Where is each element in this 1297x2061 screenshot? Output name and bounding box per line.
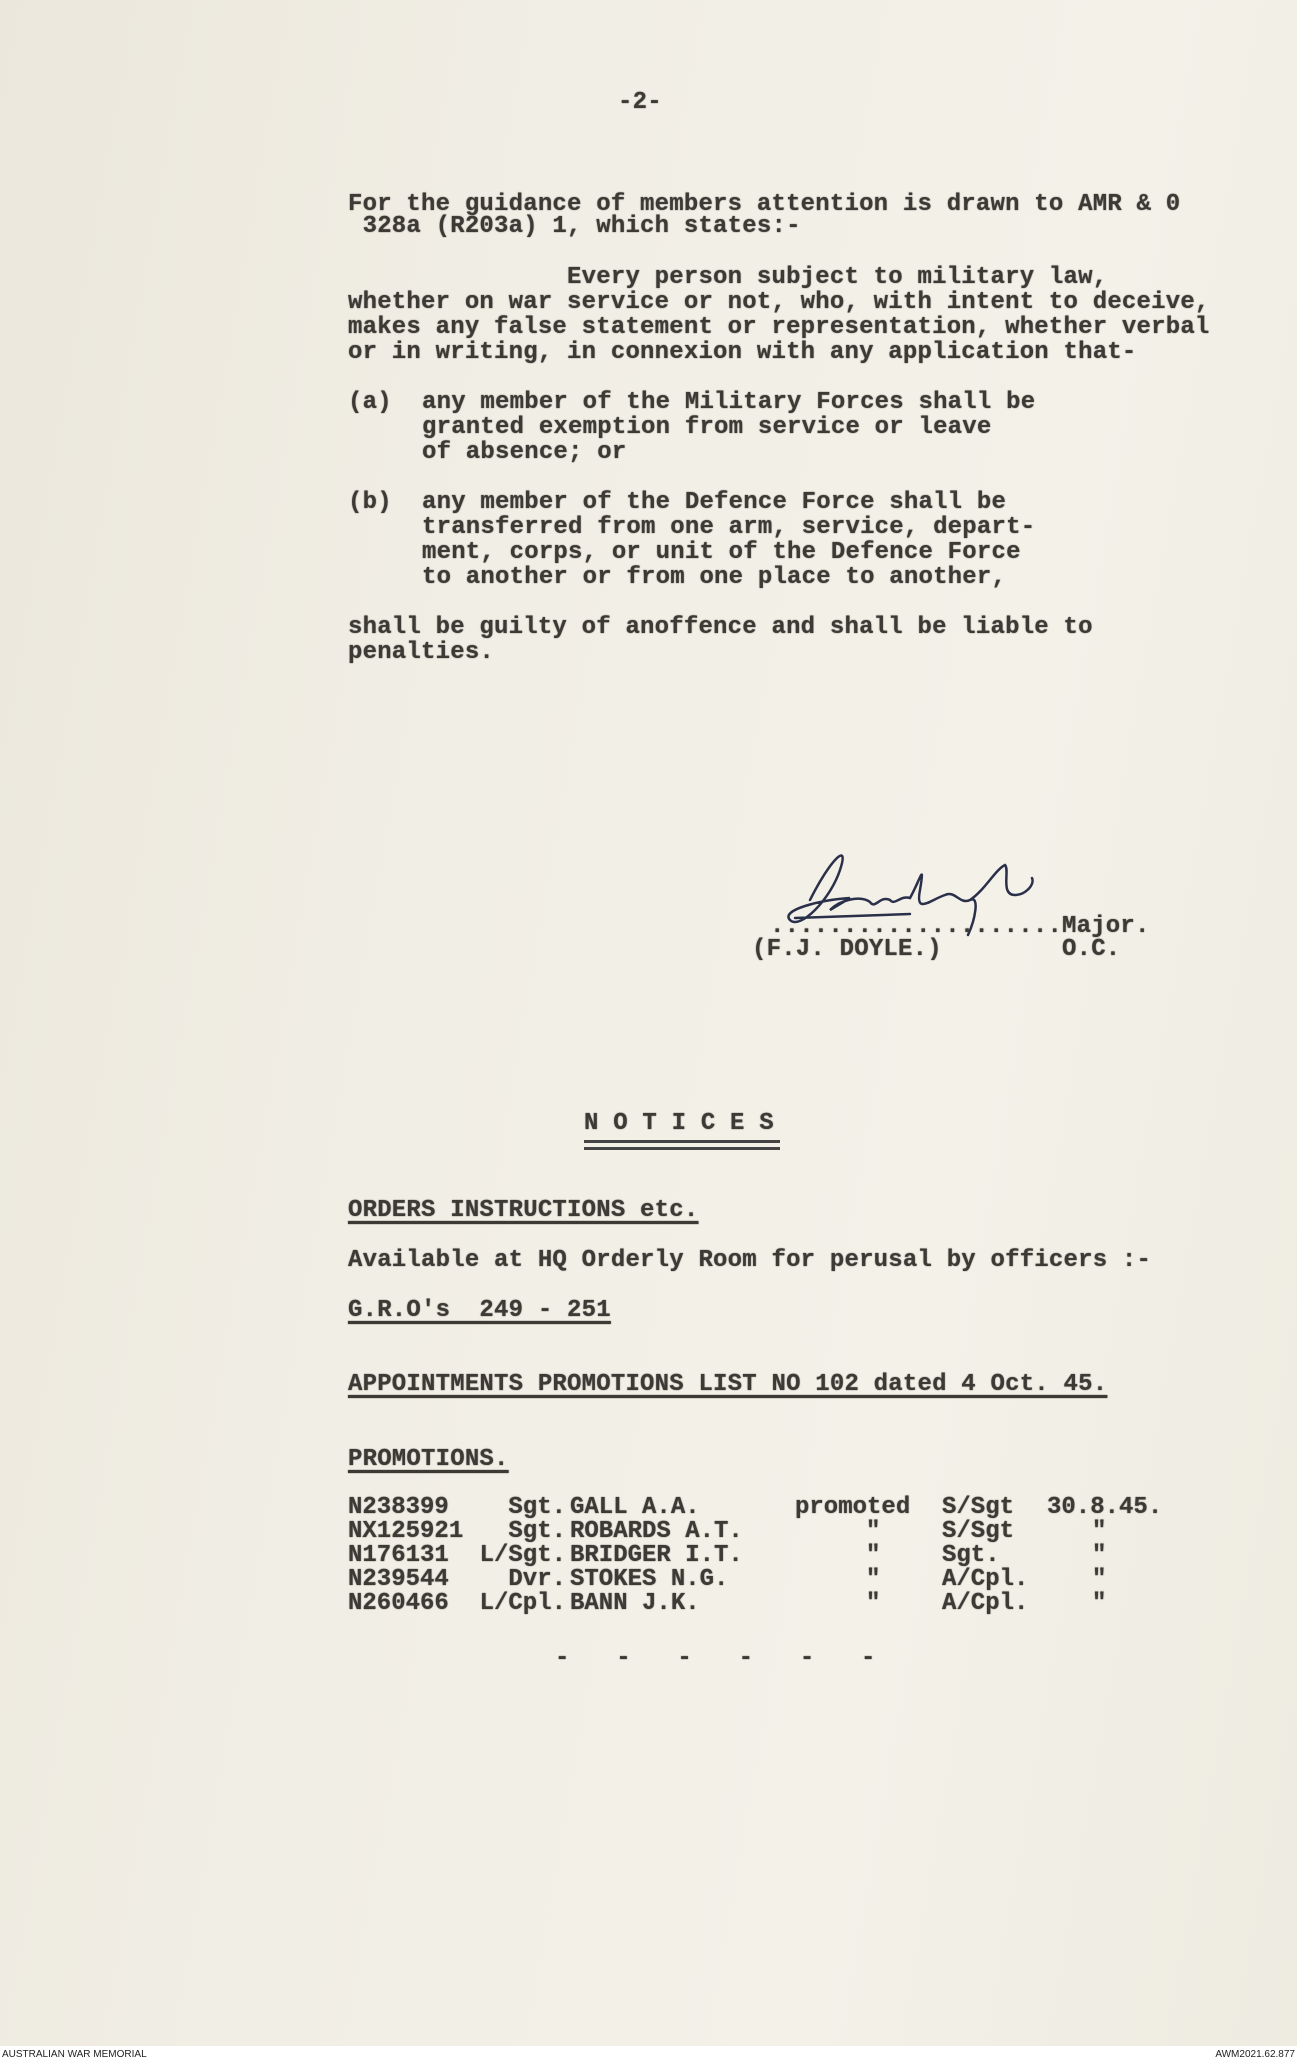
new-rank: S/Sgt xyxy=(942,1518,1015,1545)
clause-a-label: (a) xyxy=(348,389,392,416)
notices-heading: N O T I C E S xyxy=(584,1110,774,1137)
clause-a-line: of absence; or xyxy=(422,439,627,466)
new-rank: S/Sgt xyxy=(942,1494,1015,1521)
clause-b-line: transferred from one arm, service, depart- xyxy=(422,514,1036,541)
name: GALL A.A. xyxy=(570,1494,700,1521)
date: " xyxy=(1092,1566,1107,1593)
rank: Sgt. xyxy=(508,1494,566,1521)
conclusion-line: shall be guilty of anoffence and shall be liable to xyxy=(348,614,1093,641)
quote-line: whether on war service or not, who, with intent to deceive, xyxy=(348,289,1210,316)
appointments-heading: APPOINTMENTS PROMOTIONS LIST NO 102 dated 4 Oct. 45. xyxy=(348,1371,1108,1398)
intro-line: For the guidance of members attention is drawn to AMR & 0 xyxy=(348,191,1181,218)
clause-a-line: any member of the Military Forces shall be xyxy=(422,389,1036,416)
rank: Sgt. xyxy=(508,1518,566,1545)
action: " xyxy=(866,1518,881,1545)
orders-heading: ORDERS INSTRUCTIONS etc. xyxy=(348,1197,699,1224)
service-number: N239544 xyxy=(348,1566,449,1593)
clause-a-line: granted exemption from service or leave xyxy=(422,414,992,441)
signature-name: (F.J. DOYLE.) xyxy=(752,936,942,963)
signature-dots: .................... xyxy=(770,913,1063,940)
page-number: -2- xyxy=(618,89,662,116)
end-marks: - - - - - - xyxy=(555,1645,882,1672)
gros-range: G.R.O's 249 - 251 xyxy=(348,1297,611,1324)
action: " xyxy=(866,1542,881,1569)
available-text: Available at HQ Orderly Room for perusal by officers :- xyxy=(348,1247,1152,1274)
action: " xyxy=(866,1590,881,1617)
heading-underline xyxy=(584,1147,780,1150)
date: 30.8.45. xyxy=(1047,1494,1163,1521)
promotions-heading: PROMOTIONS. xyxy=(348,1446,509,1473)
action: " xyxy=(866,1566,881,1593)
conclusion-line: penalties. xyxy=(348,639,495,666)
rank: L/Sgt. xyxy=(479,1542,566,1569)
action: promoted xyxy=(795,1494,911,1521)
date: " xyxy=(1092,1542,1107,1569)
rank: Dvr. xyxy=(508,1566,566,1593)
service-number: NX125921 xyxy=(348,1518,464,1545)
clause-b-line: ment, corps, or unit of the Defence Force xyxy=(422,539,1021,566)
clause-b-line: to another or from one place to another, xyxy=(422,564,1007,591)
name: BRIDGER I.T. xyxy=(570,1542,743,1569)
service-number: N238399 xyxy=(348,1494,449,1521)
new-rank: A/Cpl. xyxy=(942,1566,1029,1593)
quote-line: makes any false statement or representation, whether verbal xyxy=(348,314,1210,341)
service-number: N176131 xyxy=(348,1542,449,1569)
new-rank: A/Cpl. xyxy=(942,1590,1029,1617)
footer-institution: AUSTRALIAN WAR MEMORIAL xyxy=(2,2049,147,2060)
clause-b-label: (b) xyxy=(348,489,392,516)
intro-line: 328a (R203a) 1, which states:- xyxy=(348,213,801,240)
signature-title: Major. xyxy=(1062,913,1150,940)
quote-line: or in writing, in connexion with any application that- xyxy=(348,339,1137,366)
footer-accession-number: AWM2021.62.877 xyxy=(1215,2049,1295,2060)
rank: L/Cpl. xyxy=(479,1590,566,1617)
heading-underline xyxy=(584,1140,780,1143)
name: STOKES N.G. xyxy=(570,1566,729,1593)
service-number: N260466 xyxy=(348,1590,449,1617)
quote-line: Every person subject to military law, xyxy=(348,264,1108,291)
new-rank: Sgt. xyxy=(942,1542,1000,1569)
name: ROBARDS A.T. xyxy=(570,1518,743,1545)
date: " xyxy=(1092,1518,1107,1545)
date: " xyxy=(1092,1590,1107,1617)
signature-role: O.C. xyxy=(1062,936,1121,963)
clause-b-line: any member of the Defence Force shall be xyxy=(422,489,1007,516)
name: BANN J.K. xyxy=(570,1590,700,1617)
